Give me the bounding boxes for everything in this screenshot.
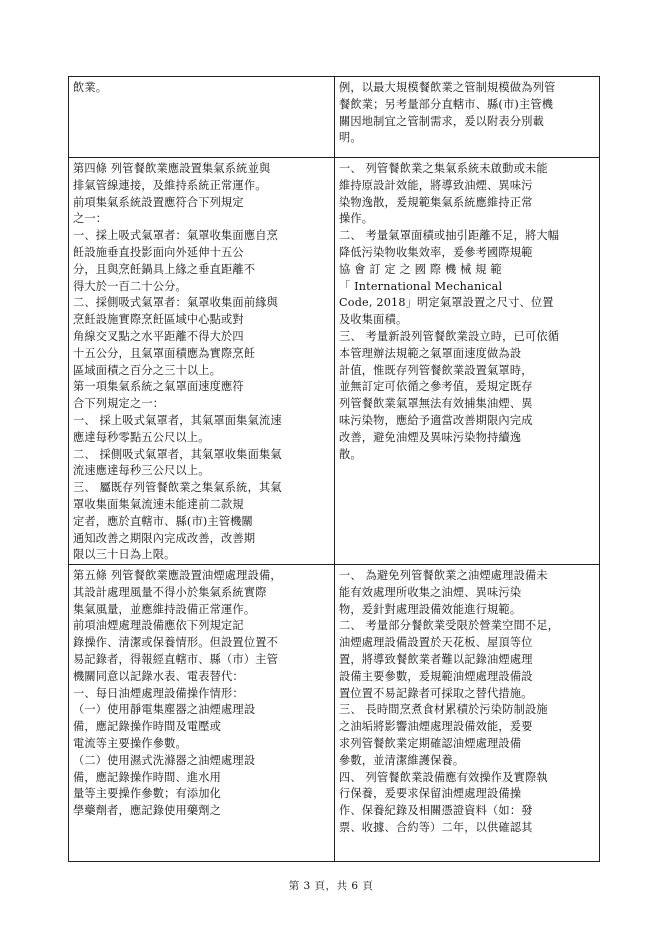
- row1-right-line: 餐飲業；另考量部分直轄市、縣(市)主管機: [339, 97, 554, 111]
- row3-left-line: 備，應記錄操作時間、進水用: [73, 770, 222, 784]
- row3-left-line: 前項油煙處理設備應依下列規定記: [73, 619, 244, 633]
- row2-left-line: 三、 屬既存列管餐飲業之集氣系統，其氣: [73, 481, 282, 495]
- row3-left-line: 第五條 列管餐飲業應設置油煙處理設備，: [73, 569, 282, 582]
- row3-left-line: （二）使用濕式洗滌器之油煙處理設: [73, 753, 256, 767]
- row2-right-line: 維持原設計效能，將導致油煙、異味污: [339, 178, 533, 192]
- provision-table: [68, 76, 600, 862]
- row2-right-line: 味污染物，應給予適當改善期限內完成: [339, 414, 533, 427]
- row3-left-line: 學藥劑者，應記錄使用藥劑之: [73, 804, 222, 818]
- row2-right-line: 本管理辦法規範之氣罩面速度做為設: [339, 346, 522, 360]
- row3-right-line: 置位置不易記錄者可採取之替代措施。: [339, 686, 533, 700]
- row2-left-line: 前項集氣系統設置應符合下列規定: [73, 195, 244, 209]
- row3-right-line: 物，爰針對處理設備效能進行規範。: [339, 602, 522, 616]
- row3-right-line: 一、 為避免列管餐飲業之油煙處理設備未: [339, 569, 548, 582]
- row3-left-line: 易記錄者，得報經直轄市、縣（市）主管: [73, 653, 278, 666]
- row2-left-line: 限以三十日為上限。: [73, 548, 176, 562]
- row3-right-line: 置，將導致餐飲業者難以記錄油煙處理: [339, 653, 533, 666]
- row1-left-line: 飲業。: [73, 81, 108, 94]
- row2-left-line: 得大於一百二十公分。: [73, 279, 187, 293]
- row1-right-line: 例，以最大規模餐飲業之管制規模做為列管: [339, 81, 556, 94]
- row1-right-line: 明。: [339, 131, 362, 145]
- row2-right-line: 一、 列管餐飲業之集氣系統未啟動或未能: [339, 162, 548, 175]
- row3-right-line: 四、 列管餐飲業設備應有效操作及實際執: [339, 770, 548, 784]
- row2-right-line: 散。: [339, 447, 362, 461]
- row3-right-line: 票、收據、合約等）二年，以供確認其: [339, 821, 533, 834]
- row3-right-line: 能有效處理所收集之油煙、異味污染: [339, 585, 522, 599]
- column-divider: [334, 77, 335, 861]
- row2-left-line: 流速應達每秒三公尺以上。: [73, 464, 210, 478]
- row3-right-line: 油煙處理設備設置於天花板、屋頂等位: [339, 636, 533, 650]
- row2-right-line: 降低污染物收集效率，爰參考國際規範: [339, 246, 533, 259]
- row3-left-line: 其設計處理風量不得小於集氣系統實際: [73, 585, 267, 599]
- row2-left-line: 十五公分，且氣罩面積應為實際烹飪: [73, 346, 256, 360]
- row2-left-line: 應達每秒零點五公尺以上。: [73, 430, 210, 444]
- row2-right-line: 二、 考量氣罩面積或抽引距離不足，將大幅: [339, 229, 560, 243]
- row2-right-line: 計值，惟既存列管餐飲業設置氣罩時，: [339, 363, 533, 377]
- row2-left-line: 角線交叉點之水平距離不得大於四: [73, 330, 244, 343]
- row2-right-line: 並無訂定可依循之參考值，爰規定既存: [339, 380, 533, 394]
- row2-left-line: 一、 採上吸式氣罩者，其氣罩面集氣流速: [73, 414, 282, 427]
- row3-left-line: 機關同意以記錄水表、電表替代：: [73, 669, 244, 683]
- row3-right-line: 參數，並清潔維護保養。: [339, 753, 465, 767]
- row2-left-line: 第一項集氣系統之氣罩面速度應符: [73, 380, 244, 394]
- row2-left-line: 合下列規定之一：: [73, 397, 165, 411]
- row2-right-line: Code, 2018」明定氣罩設置之尺寸、位置: [339, 296, 554, 310]
- row2-left-line: 排氣管線連接，及維持系統正常運作。: [73, 178, 267, 192]
- row2-left-line: 二、採側吸式氣罩者：氣罩收集面前緣與: [73, 296, 278, 310]
- row3-right-line: 設備主要參數，爰規範油煙處理設備設: [339, 669, 533, 683]
- row2-left-line: 二、 採側吸式氣罩者，其氣罩收集面集氣: [73, 447, 282, 461]
- row2-left-line: 第四條 列管餐飲業應設置集氣系統並與: [73, 162, 271, 175]
- row2-left-line: 烹飪設施實際烹飪區域中心點或對: [73, 313, 244, 327]
- row2-left-line: 一、採上吸式氣罩者：氣罩收集面應自烹: [73, 229, 278, 243]
- row1-right-line: 關因地制宜之管制需求，爰以附表分別載: [339, 114, 544, 128]
- row2-right-line: 操作。: [339, 212, 374, 226]
- row3-left-line: （一）使用靜電集塵器之油煙處理設: [73, 703, 256, 717]
- row2-left-line: 通知改善之期限內完成改善，改善期: [73, 531, 256, 545]
- row3-right-line: 三、 長時間烹煮食材累積於污染防制設施: [339, 703, 548, 717]
- row3-left-line: 量等主要操作參數；有添加化: [73, 787, 222, 801]
- row2-left-line: 飪設施垂直投影面向外延伸十五公: [73, 246, 244, 259]
- row2-right-line: 及收集面積。: [339, 313, 408, 327]
- row3-right-line: 作、保養紀錄及相關憑證資料（如：發: [339, 804, 533, 818]
- row2-right-line: 三、 考量新設列管餐飲業設立時，已可依循: [339, 330, 560, 343]
- row2-right-line: 染物逸散，爰規範集氣系統應維持正常: [339, 195, 533, 209]
- row2-left-line: 之一：: [73, 212, 108, 226]
- row3-right-line: 二、 考量部分餐飲業受限於營業空間不足，: [339, 619, 560, 633]
- row2-left-line: 分，且與烹飪鍋具上緣之垂直距離不: [73, 262, 256, 276]
- row2-right-line: 列管餐飲業氣罩無法有效捕集油煙、異: [339, 397, 533, 411]
- row2-left-line: 罩收集面集氣流速未能達前二款規: [73, 498, 244, 511]
- row2-left-line: 區域面積之百分之三十以上。: [73, 363, 222, 377]
- row3-left-line: 集氣風量，並應維持設備正常運作。: [73, 602, 256, 616]
- row2-right-line: 「 International Mechanical: [339, 279, 503, 293]
- row3-left-line: 電流等主要操作參數。: [73, 737, 187, 750]
- row3-left-line: 錄操作、清潔或保養情形。但設置位置不: [73, 636, 278, 650]
- row3-left-line: 備，應記錄操作時間及電壓或: [73, 720, 222, 734]
- row2-right-line: 協 會 訂 定 之 國 際 機 械 規 範: [339, 262, 502, 276]
- row3-right-line: 行保養，爰要求保留油煙處理設備操: [339, 787, 522, 801]
- row3-right-line: 求列管餐飲業定期確認油煙處理設備: [339, 737, 522, 750]
- row2-left-line: 定者，應於直轄市、縣(市)主管機關: [73, 514, 253, 528]
- row3-left-line: 一、每日油煙處理設備操作情形：: [73, 686, 244, 700]
- page-footer: 第 3 頁，共 6 頁: [288, 880, 374, 892]
- row2-right-line: 改善，避免油煙及異味污染物持續逸: [339, 430, 522, 444]
- row3-right-line: 之油垢將影響油煙處理設備效能，爰要: [339, 720, 533, 734]
